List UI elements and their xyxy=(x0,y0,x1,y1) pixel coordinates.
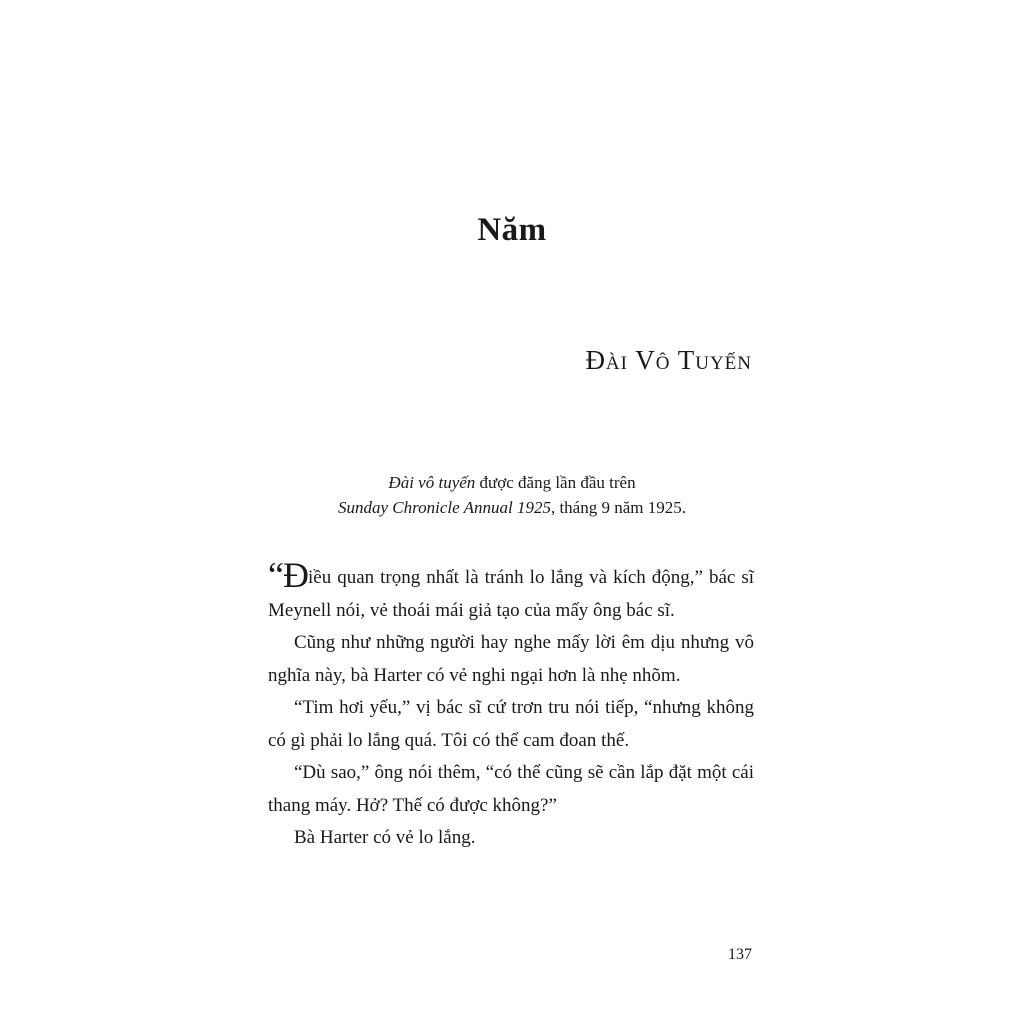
publication-note-line-2 xyxy=(0,495,1024,520)
publication-note-line-2-rest: , tháng 9 năm 1925. xyxy=(550,498,686,517)
paragraph-2: Cũng như những người hay nghe mấy lời êm dịu nhưng vô nghĩa này, bà Harter có vẻ nghi ngại hơn là nhẹ nhõm. xyxy=(268,632,754,686)
publication-note-line-1 xyxy=(0,470,1024,495)
paragraph-3: “Tim hơi yếu,” vị bác sĩ cứ trơn tru nói tiếp, “nhưng không có gì phải lo lắng quá. Tôi có thể cam đoan thế. xyxy=(268,697,754,751)
publication-note-line-1-rest: được đăng lần đầu trên xyxy=(475,473,636,492)
story-title-italic: Đài vô tuyến xyxy=(388,473,476,492)
drop-cap: “Đ xyxy=(268,555,308,595)
page-number: 137 xyxy=(728,946,752,963)
story-title: Đài Vô Tuyến xyxy=(585,345,752,375)
paragraph-1-text: iều quan trọng nhất là tránh lo lắng và kích động,” bác sĩ Meynell nói, vẻ thoái mái giả tạo của mấy ông bác sĩ. xyxy=(268,567,754,621)
body-text xyxy=(268,555,754,855)
paragraph-4: “Dù sao,” ông nói thêm, “có thể cũng sẽ cần lắp đặt một cái thang máy. Hở? Thế có được không?” xyxy=(268,762,754,816)
publication-title-italic: Sunday Chronicle Annual 1925 xyxy=(337,498,551,517)
paragraph-1 xyxy=(268,555,754,627)
paragraph-5: Bà Harter có vẻ lo lắng. xyxy=(294,827,476,848)
chapter-title: Năm xyxy=(477,212,547,248)
publication-note xyxy=(0,470,1024,520)
